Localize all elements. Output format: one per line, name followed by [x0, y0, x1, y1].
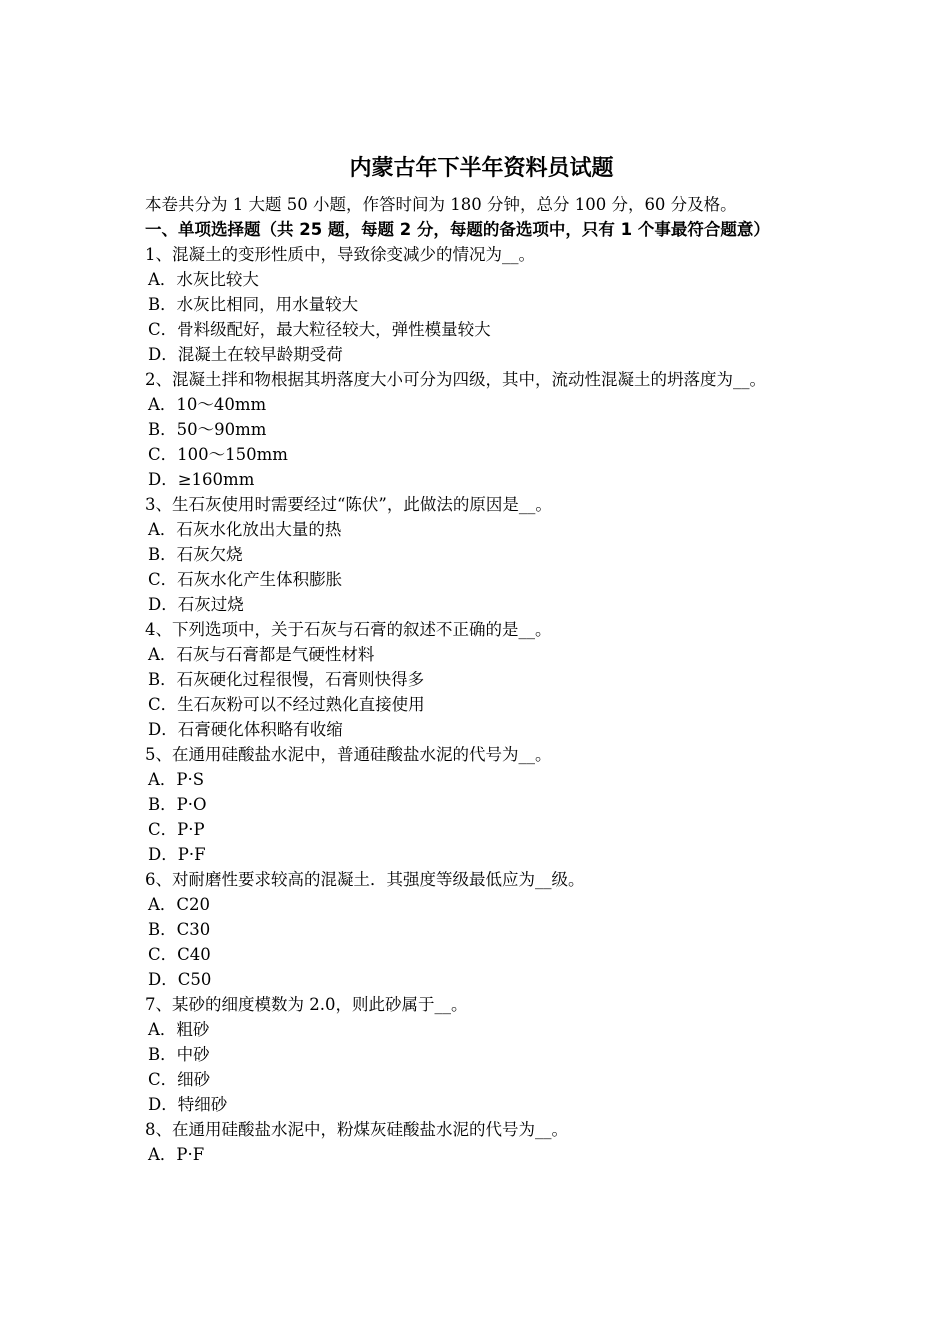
question-block: [145, 1117, 810, 1167]
document-page: [145, 152, 810, 1167]
answer-option: B．石灰硬化过程很慢，石膏则快得多: [148, 670, 425, 689]
question-stem: 6、对耐磨性要求较高的混凝土．其强度等级最低应为__级。: [145, 870, 585, 889]
question-block: [145, 742, 810, 867]
answer-option: B．水灰比相同，用水量较大: [148, 295, 359, 314]
answer-option: D．≥160mm: [148, 470, 255, 489]
question-block: [145, 992, 810, 1117]
answer-option: A．石灰与石膏都是气硬性材料: [148, 645, 375, 664]
question-stem: 7、某砂的细度模数为 2.0，则此砂属于__。: [145, 995, 468, 1014]
question-block: [145, 617, 810, 742]
answer-option: A．粗砂: [148, 1020, 210, 1039]
question-stem: 3、生石灰使用时需要经过“陈伏”，此做法的原因是__。: [145, 495, 552, 514]
question-stem: 5、在通用硅酸盐水泥中，普通硅酸盐水泥的代号为__。: [145, 745, 552, 764]
answer-option: A．P·S: [148, 770, 205, 789]
answer-option: B．50～90mm: [148, 420, 267, 439]
question-block: [145, 492, 810, 617]
section-heading: 一、单项选择题（共 25 题，每题 2 分，每题的备选项中，只有 1 个事最符合题意）: [145, 220, 770, 239]
answer-option: C．骨料级配好，最大粒径较大，弹性模量较大: [148, 320, 491, 339]
question-block: [145, 367, 810, 492]
answer-option: D．石灰过烧: [148, 595, 244, 614]
answer-option: A．C20: [148, 895, 211, 914]
question-stem: 1、混凝土的变形性质中，导致徐变减少的情况为__。: [145, 245, 535, 264]
answer-option: D．石膏硬化体积略有收缩: [148, 720, 343, 739]
answer-option: B．P·O: [148, 795, 207, 814]
answer-option: D．C50: [148, 970, 212, 989]
answer-option: C．细砂: [148, 1070, 211, 1089]
question-list: [145, 242, 810, 1167]
answer-option: C．石灰水化产生体积膨胀: [148, 570, 343, 589]
exam-intro: 本卷共分为 1 大题 50 小题，作答时间为 180 分钟，总分 100 分，60 分及格。: [145, 195, 737, 214]
answer-option: D．混凝土在较早龄期受荷: [148, 345, 343, 364]
answer-option: D．特细砂: [148, 1095, 228, 1114]
question-block: [145, 867, 810, 992]
question-stem: 4、下列选项中，关于石灰与石膏的叙述不正确的是__。: [145, 620, 552, 639]
answer-option: C．100～150mm: [148, 445, 288, 464]
answer-option: B．中砂: [148, 1045, 210, 1064]
answer-option: A．P·F: [148, 1145, 205, 1164]
answer-option: C．C40: [148, 945, 211, 964]
answer-option: C．P·P: [148, 820, 205, 839]
question-block: [145, 242, 810, 367]
answer-option: A．水灰比较大: [148, 270, 259, 289]
answer-option: A．石灰水化放出大量的热: [148, 520, 342, 539]
answer-option: D．P·F: [148, 845, 206, 864]
question-stem: 8、在通用硅酸盐水泥中，粉煤灰硅酸盐水泥的代号为__。: [145, 1120, 568, 1139]
document-title: 内蒙古年下半年资料员试题: [349, 156, 614, 181]
answer-option: C．生石灰粉可以不经过熟化直接使用: [148, 695, 425, 714]
question-stem: 2、混凝土拌和物根据其坍落度大小可分为四级，其中，流动性混凝土的坍落度为__。: [145, 370, 766, 389]
answer-option: B．石灰欠烧: [148, 545, 243, 564]
answer-option: B．C30: [148, 920, 211, 939]
answer-option: A．10～40mm: [148, 395, 267, 414]
